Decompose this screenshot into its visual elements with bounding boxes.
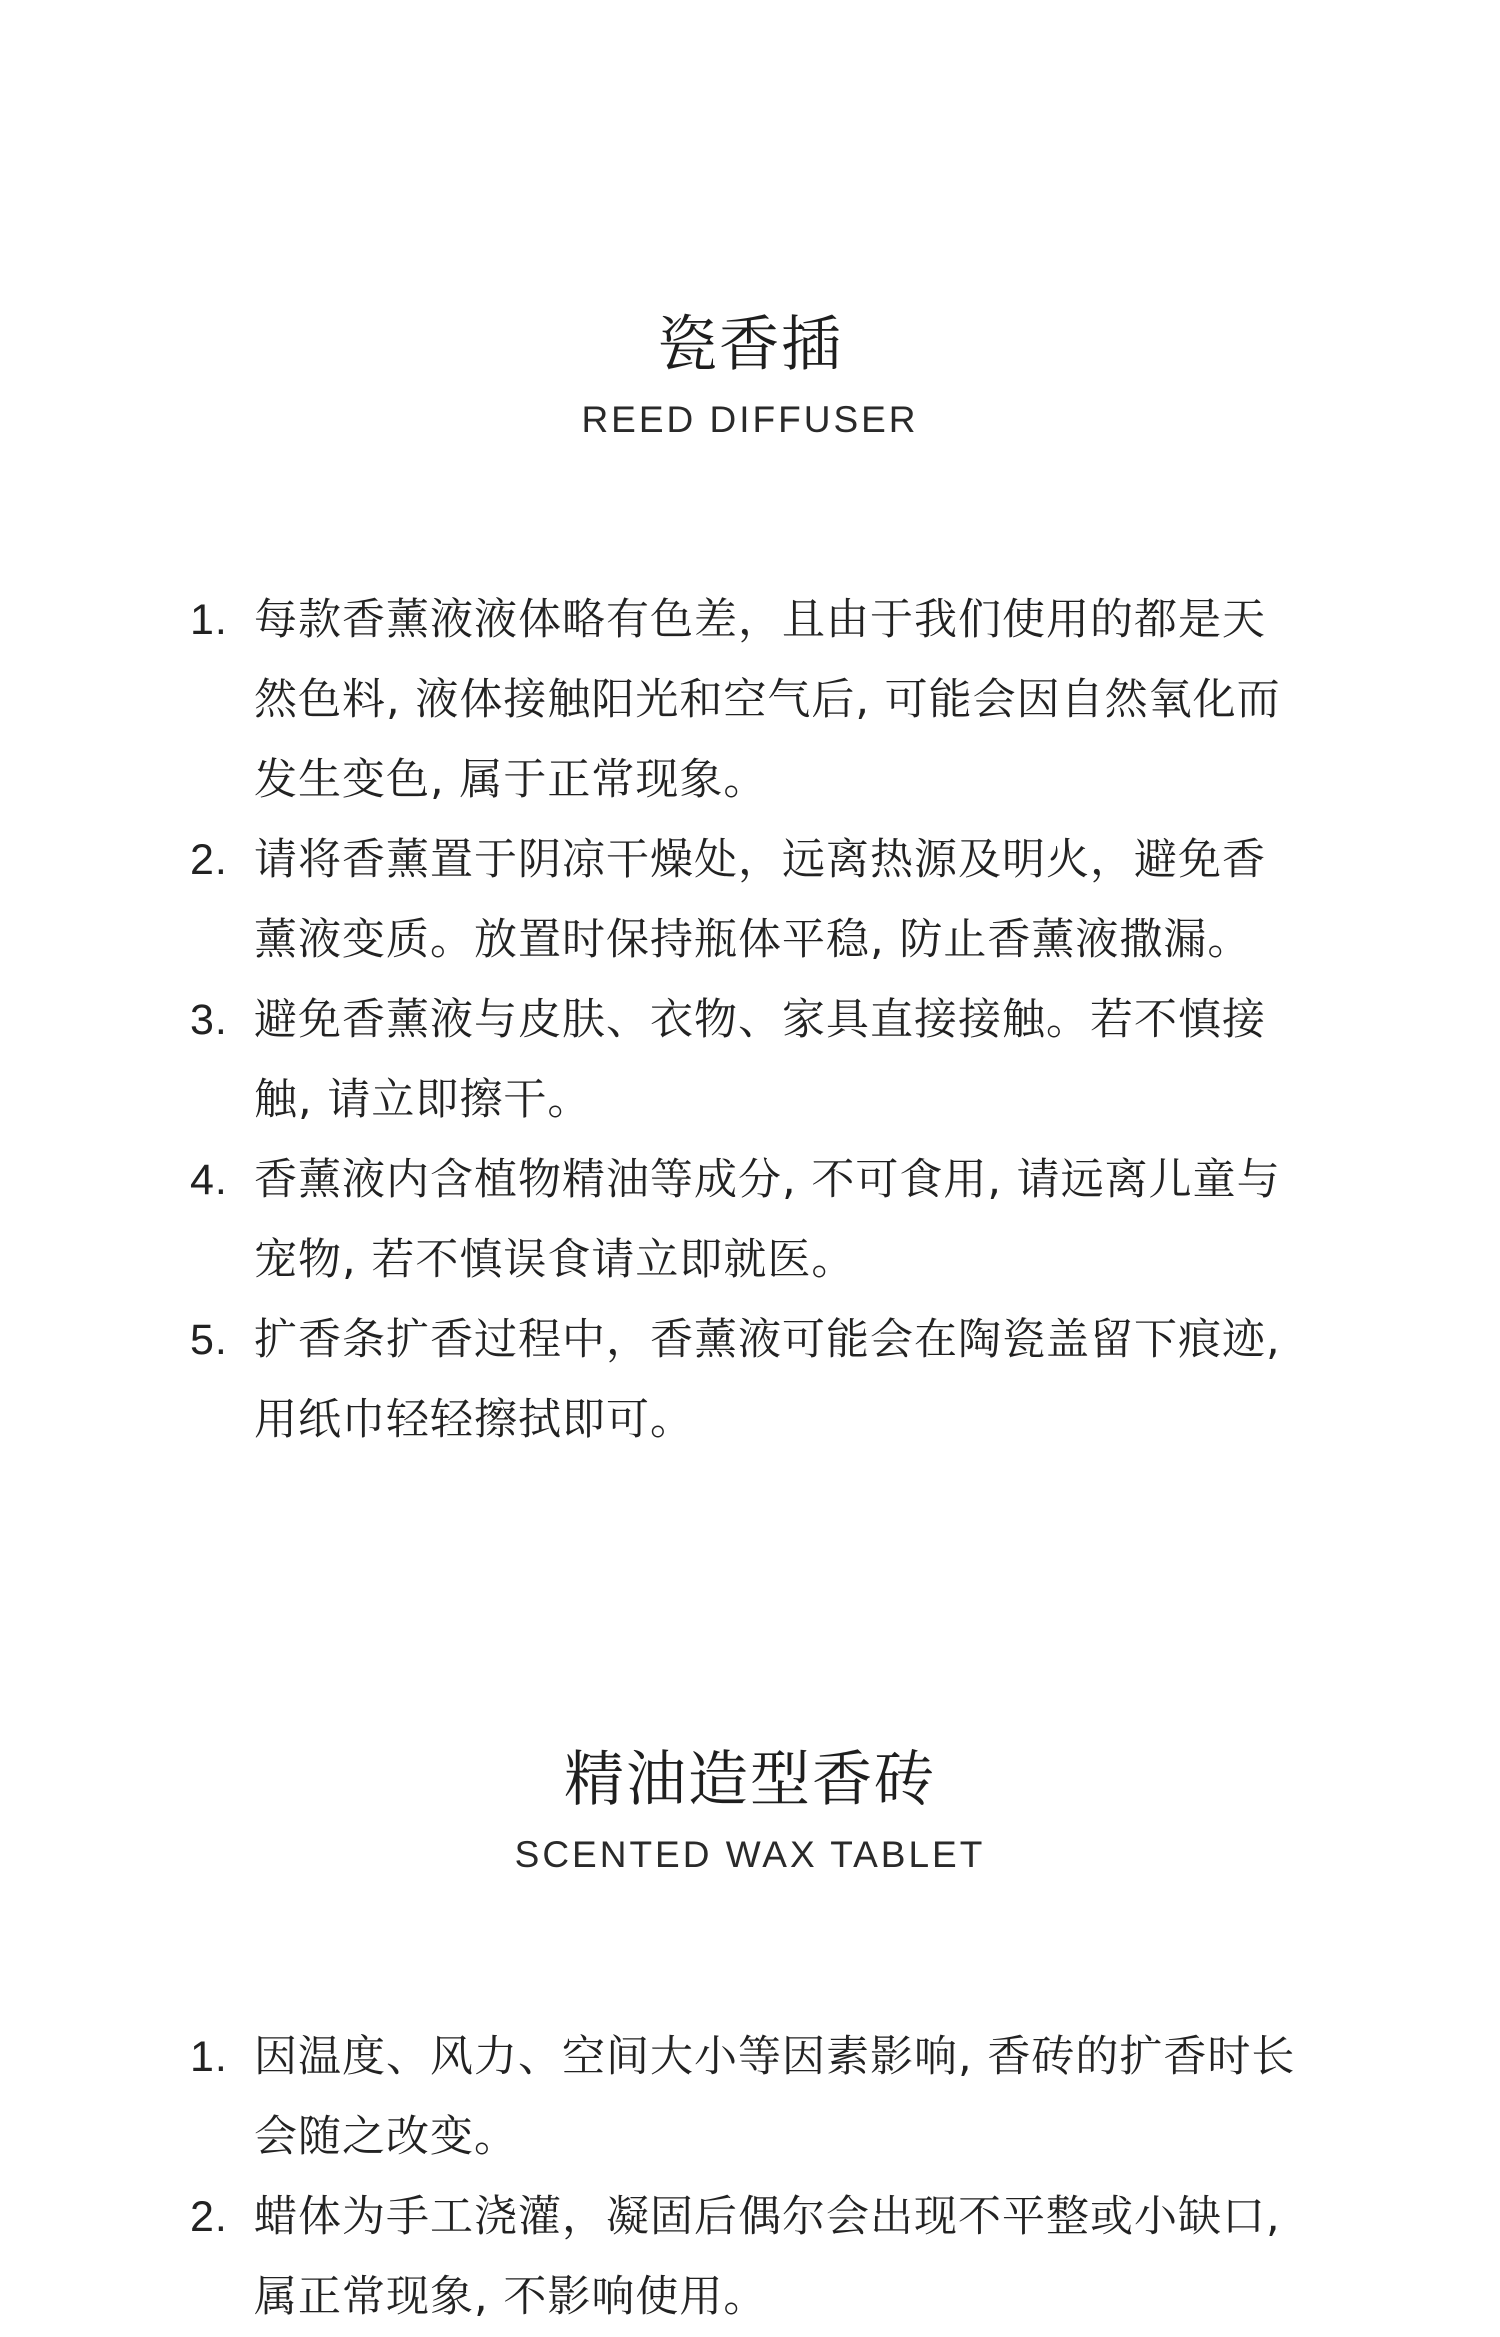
list-item-text: 每款香薰液液体略有色差，且由于我们使用的都是天然色料, 液体接触阳光和空气后, 可能会因自然氧化而发生变色, 属于正常现象。 [254, 595, 1281, 805]
list-item [0, 580, 1304, 820]
list-item-number: 1. [190, 2033, 228, 2081]
section-wax-tablet-header [0, 1745, 1500, 1877]
list-item [0, 1300, 1304, 1460]
section-subtitle: REED DIFFUSER [581, 399, 919, 440]
list-item-text: 扩香条扩香过程中，香薰液可能会在陶瓷盖留下痕迹, 用纸巾轻轻擦拭即可。 [254, 1315, 1281, 1445]
list-item-text: 避免香薰液与皮肤、衣物、家具直接接触。若不慎接触, 请立即擦干。 [254, 995, 1266, 1125]
list-item-number: 4. [190, 1156, 228, 1204]
list-item-text: 香薰液内含植物精油等成分, 不可食用, 请远离儿童与宠物, 若不慎误食请立即就医。 [254, 1155, 1281, 1285]
section-title: 精油造型香砖 [564, 1745, 936, 1815]
list-item [0, 980, 1304, 1140]
reed-diffuser-notes-list [0, 580, 1500, 1460]
section-subtitle: SCENTED WAX TABLET [514, 1834, 986, 1875]
list-item [0, 2177, 1304, 2337]
list-item-number: 2. [190, 2193, 228, 2241]
list-item-number: 2. [190, 836, 228, 884]
wax-tablet-notes-list [0, 2017, 1500, 2337]
section-reed-diffuser-header [0, 310, 1500, 442]
list-item [0, 1140, 1304, 1300]
list-item-number: 5. [190, 1316, 228, 1364]
list-item [0, 2017, 1304, 2177]
list-item-text: 因温度、风力、空间大小等因素影响, 香砖的扩香时长会随之改变。 [254, 2032, 1296, 2162]
section-title: 瓷香插 [657, 310, 843, 380]
list-item-number: 3. [190, 996, 228, 1044]
list-item-number: 1. [190, 596, 228, 644]
list-item-text: 请将香薰置于阴凉干燥处，远离热源及明火，避免香薰液变质。放置时保持瓶体平稳, 防止香薰液撒漏。 [254, 835, 1266, 965]
list-item [0, 820, 1304, 980]
list-item-text: 蜡体为手工浇灌，凝固后偶尔会出现不平整或小缺口, 属正常现象, 不影响使用。 [254, 2192, 1281, 2322]
